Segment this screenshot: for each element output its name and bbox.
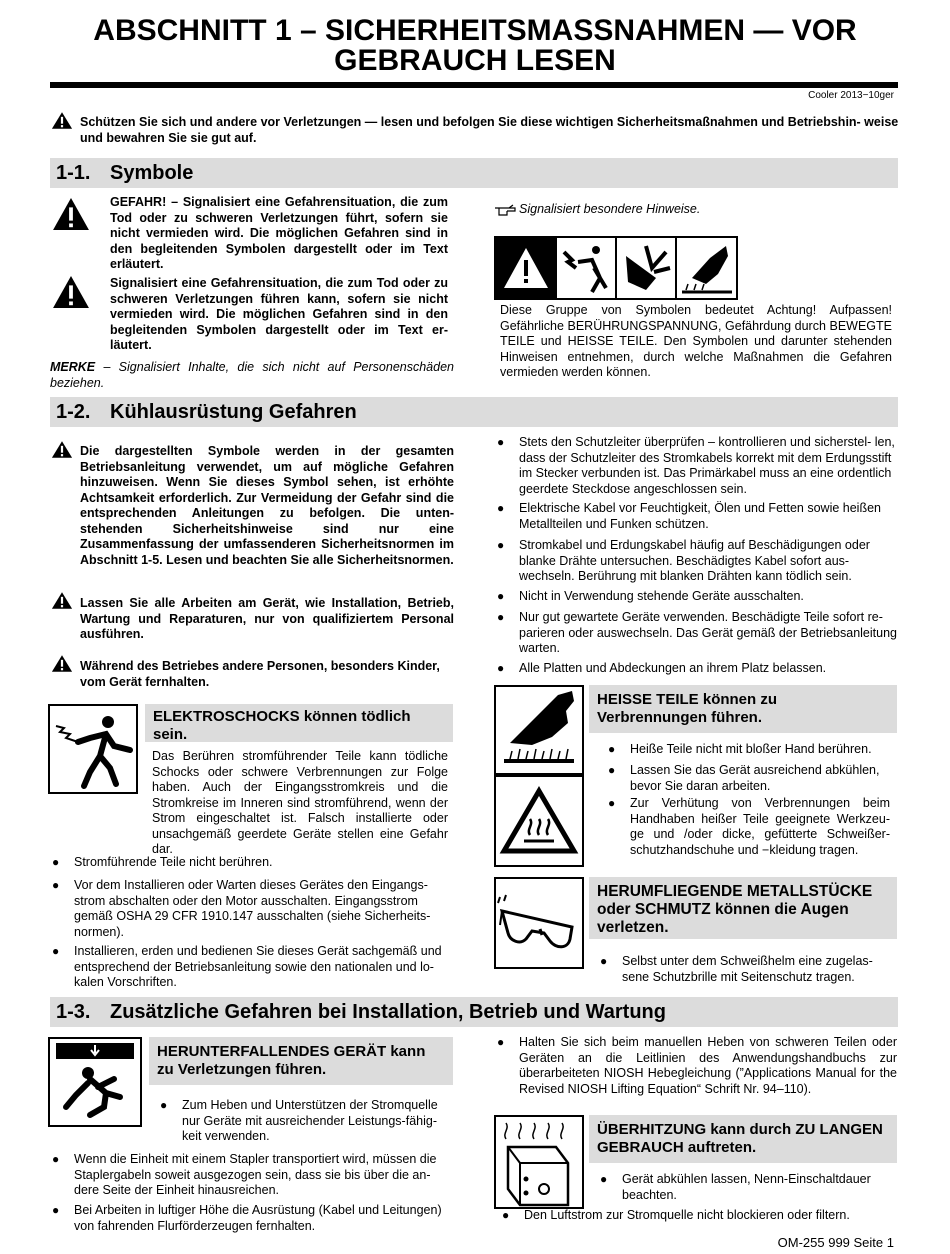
list-item: ● Den Luftstrom zur Stromquelle nicht blockieren oder filtern. [502, 1208, 850, 1222]
list-item: ● Halten Sie sich beim manuellen Heben von schweren Teilen oder Geräten an die Leitlinien des Anwendungshandbuchs zur überarbeiteten NIOSH Hebegleichung (”Applications Manual for the Revised NIOSH Lifting Equation“ Schrift Nr. 94–110). [497, 1035, 897, 1096]
section-title: Symbole [110, 162, 194, 184]
list-item: ● Vor dem Installieren oder Warten dieses Gerätes den Eingangs- strom abschalten oder den Motor ausschalten. Eingangsstrom gemäß OSHA 29 CFR 1910.147 ausschalten (siehe Sicherheits- normen). [52, 878, 431, 939]
falling-equipment-icon [48, 1037, 142, 1127]
list-item: ● Heiße Teile nicht mit bloßer Hand berühren. [608, 742, 872, 756]
pointing-hand-icon [494, 203, 516, 217]
list-item: ● Nur gut gewartete Geräte verwenden. Beschädigte Teile sofort re- parieren oder auswechseln. Das Gerät gemäß der Betriebsanleitung warten. [497, 610, 897, 655]
title-line-2: GEBRAUCH LESEN [334, 44, 616, 77]
hazard-symbol-group [494, 236, 738, 300]
merke-body: – Signalisiert Inhalte, die sich nicht auf Personenschäden beziehen. [50, 360, 454, 390]
merke-label: MERKE [50, 360, 96, 374]
warn-qualified-text: Lassen Sie alle Arbeiten am Gerät, wie Installation, Betrieb, Wartung und Reparaturen, nur von qualifiziertem Personal ausführen. [80, 596, 454, 641]
gefahr-text: GEFAHR! – Signalisiert eine Gefahrensituation, die zum Tod oder zu schweren Verletzungen führt, sofern sie nicht vermieden wird. Die möglichen Gefahren sind in den begleitenden Symbolen dargestellt oder im Text erläutert. [110, 195, 448, 271]
hot-parts-title: HEISSE TEILE können zu Verbrennungen führen. [589, 685, 897, 733]
section-title: Kühlausrüstung Gefahren [110, 401, 357, 423]
list-item: ● Alle Platten und Abdeckungen an ihrem Platz belassen. [497, 661, 827, 675]
section-title: Zusätzliche Gefahren bei Installation, Betrieb und Wartung [110, 1001, 666, 1023]
danger-icon [52, 197, 90, 231]
overheating-icon [494, 1115, 584, 1209]
list-item: ● Bei Arbeiten in luftiger Höhe die Ausrüstung (Kabel und Leitungen) von fahrenden Flurförderzeugen fernhalten. [52, 1203, 442, 1233]
page-title [0, 16, 950, 76]
section-number: 1-3. [56, 1001, 91, 1023]
warn-symbols-text: Die dargestellten Symbole werden in der gesamten Betriebsanleitung verwendet, um auf mögliche Gefahren hinzuweisen. Wenn Sie dieses Symbol sehen, ist erhöhte Achtsamkeit erforderlich. Zur Vermeidung der Gefahr sind die entsprechenden Anleitungen zu befolgen. Die unten- stehenden Sicherheitshinweise sind nur eine Zusammenfassung der umfassenderen Sicherheitsnormen im Abschnitt 1-5. Lesen und beachten Sie alle Sicherheitsnormen. [80, 444, 454, 567]
intro-text: Schützen Sie sich und andere vor Verletzungen — lesen und befolgen Sie diese wichtigen Sicherheitsmaßnahmen und Betriebshin- weise und bewahren Sie sie gut auf. [80, 115, 899, 145]
warnung-text: Signalisiert eine Gefahrensituation, die zum Tod oder zu schweren Verletzungen führen kann, sofern sie nicht vermieden wird. Die möglichen Gefahren sind in den begleitenden Symbolen dargestellt oder im Text er- läutert. [110, 276, 448, 352]
shock-title: ELEKTROSCHOCKS können tödlich sein. [145, 704, 453, 742]
list-item: ● Wenn die Einheit mit einem Stapler transportiert wird, müssen die Staplergabeln soweit ausgezogen sein, dass sie bis über die an- dere Seite der Einheit hinausreichen. [52, 1152, 437, 1197]
section-1-2-header [50, 397, 898, 427]
electric-shock-icon [48, 704, 138, 794]
hot-surface-icon [494, 775, 584, 867]
doc-code: Cooler 2013−10ger [808, 90, 894, 101]
title-line-1: ABSCHNITT 1 – SICHERHEITSMASSNAHMEN — VOR [93, 14, 857, 47]
list-item: ● Zur Verhütung von Verbrennungen beim Handhaben heißer Teile geeignete Werkzeu- ge und /oder dicke, gefütterte Schweißer- schutzhandschuhe und −kleidung tragen. [608, 796, 890, 857]
list-item: ● Zum Heben und Unterstützen der Stromquelle nur Geräte mit ausreichender Leistungs-fähig- keit verwenden. [160, 1098, 438, 1143]
warning-icon [51, 591, 73, 610]
list-item: ● Selbst unter dem Schweißhelm eine zugelas- sene Schutzbrille mit Seitenschutz tragen. [600, 954, 873, 984]
warning-icon [51, 111, 73, 130]
section-1-3-header [50, 997, 898, 1027]
section-1-1-header [50, 158, 898, 188]
list-item: ● Stets den Schutzleiter überprüfen – kontrollieren und sicherstel- len, dass der Schutzleiter des Stromkabels korrekt mit dem Erdungsstift im Stecker verbunden ist. Das Primärkabel muss an eine ordentlich geerdete Steckdose angeschlossen sein. [497, 435, 895, 496]
overheating-title: ÜBERHITZUNG kann durch ZU LANGEN GEBRAUCH auftreten. [589, 1115, 897, 1163]
list-item: ● Installieren, erden und bedienen Sie dieses Gerät sachgemäß und entsprechend der Betriebsanleitung sowie den nationalen und lo- kalen Vorschriften. [52, 944, 442, 989]
warn-children-text: Während des Betriebes andere Personen, besonders Kinder, vom Gerät fernhalten. [80, 659, 440, 689]
list-item: ● Gerät abkühlen lassen, Nenn-Einschaltdauer beachten. [600, 1172, 871, 1202]
safety-glasses-icon [494, 877, 584, 969]
hot-hand-icon [494, 685, 584, 775]
list-item: ● Elektrische Kabel vor Feuchtigkeit, Ölen und Fetten sowie heißen Metallteilen und Funken schützen. [497, 501, 881, 531]
list-item: ● Stromkabel und Erdungskabel häufig auf Beschädigungen oder blanke Drähte untersuchen. Beschädigtes Kabel sofort aus- wechseln. Berührung mit blanken Drähten kann tödlich sein. [497, 538, 870, 583]
title-rule [50, 82, 898, 88]
page-number: OM-255 999 Seite 1 [777, 1235, 894, 1250]
merke-text [50, 360, 454, 391]
symbol-group-text: Diese Gruppe von Symbolen bedeutet Achtung! Aufpassen! Gefährliche BERÜHRUNGSPANNUNG, Gefährdung durch BEWEGTE TEILE und HEISSE TEILE. Den Symbolen und darunter stehenden Hinweisen entnehmen, durch welche Maßnahmen die Gefahren vermieden werden können. [500, 303, 892, 379]
warning-icon [51, 654, 73, 673]
list-item: ● Lassen Sie das Gerät ausreichend abkühlen, bevor Sie daran arbeiten. [608, 763, 880, 793]
warning-icon [51, 440, 73, 459]
warning-big-icon [52, 275, 90, 309]
section-number: 1-2. [56, 401, 91, 423]
list-item: ● Nicht in Verwendung stehende Geräte ausschalten. [497, 589, 804, 603]
section-number: 1-1. [56, 162, 91, 184]
hinweis-text: Signalisiert besondere Hinweise. [519, 202, 701, 216]
list-item: ● Stromführende Teile nicht berühren. [52, 855, 273, 869]
falling-equipment-title: HERUNTERFALLENDES GERÄT kann zu Verletzungen führen. [149, 1037, 453, 1085]
shock-text: Das Berühren stromführender Teile kann tödliche Schocks oder schwere Verbrennungen zur Folge haben. Auch der Eingangsstromkreis und die Stromkreise im Inneren sind stromführend, wenn der Strom eingeschaltet ist. Falsch installierte oder unsachgemäß geerdete Geräte stellen eine Gefahr dar. [152, 749, 448, 856]
flying-metal-title: HERUMFLIEGENDE METALLSTÜCKE oder SCHMUTZ können die Augen verletzen. [589, 877, 897, 939]
